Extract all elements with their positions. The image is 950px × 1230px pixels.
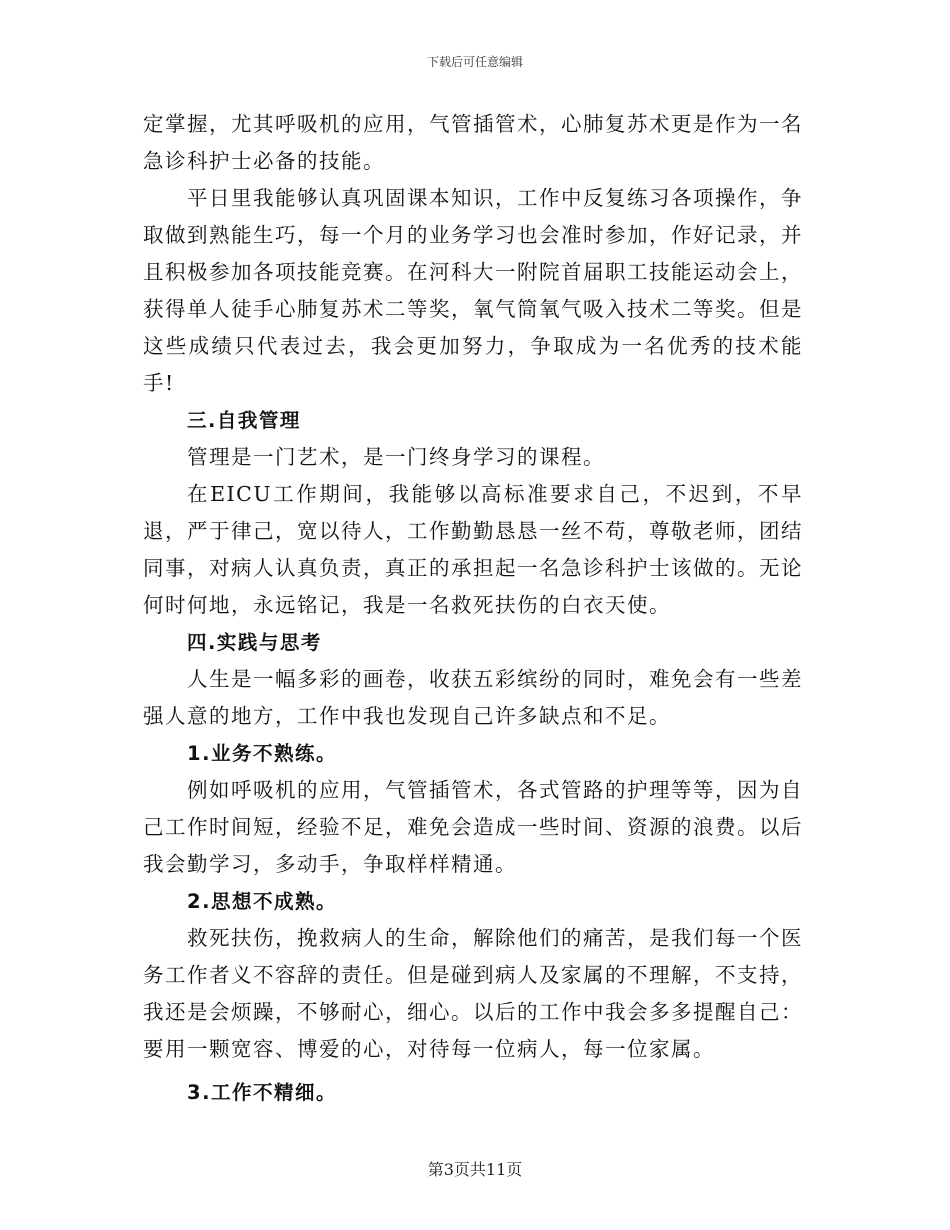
- paragraph-management-art: 管理是一门艺术，是一门终身学习的课程。: [187, 445, 605, 469]
- page-number: 第3页共11页: [427, 1160, 523, 1179]
- paragraph-eicu-work: 在EICU工作期间，我能够以高标准要求自己，不迟到，不早退，严于律己，宽以待人，工作勤勤恳恳一丝不苟，尊敬老师，团结同事，对病人认真负责，真正的承担起一名急诊科护士该做的。无论何时何地，永远铭记，我是一名救死扶伤的白衣天使。: [143, 482, 803, 617]
- subheading-not-meticulous: 3.工作不精细。: [187, 1081, 337, 1104]
- paragraph-immature: 救死扶伤，挽救病人的生命，解除他们的痛苦，是我们每一个医务工作者义不容辞的责任。但是碰到病人及家属的不理解，不支持，我还是会烦躁，不够耐心，细心。以后的工作中我会多多提醒自己：要用一颗宽容、博爱的心，对待每一位病人，每一位家属。: [143, 926, 803, 1061]
- header-note: 下载后可任意编辑: [426, 55, 523, 69]
- paragraph-unskilled: 例如呼吸机的应用，气管插管术，各式管路的护理等等，因为自己工作时间短，经验不足，难免会造成一些时间、资源的浪费。以后我会勤学习，多动手，争取样样精通。: [143, 778, 803, 876]
- subheading-immature: 2.思想不成熟。: [187, 890, 337, 913]
- paragraph-life-picture: 人生是一幅多彩的画卷，收获五彩缤纷的同时，难免会有一些差强人意的地方，工作中我也发现自己许多缺点和不足。: [143, 667, 803, 728]
- section-heading-practice-reflection: 四.实践与思考: [187, 631, 322, 654]
- subheading-unskilled: 1.业务不熟练。: [187, 742, 337, 765]
- paragraph-skills: 平日里我能够认真巩固课本知识，工作中反复练习各项操作，争取做到熟能生巧，每一个月的业务学习也会准时参加，作好记录，并且积极参加各项技能竞赛。在河科大一附院首届职工技能运动会上，获得单人徒手心肺复苏术二等奖，氧气筒氧气吸入技术二等奖。但是这些成绩只代表过去，我会更加努力，争取成为一名优秀的技术能手!: [143, 186, 803, 395]
- document-body: [143, 106, 803, 1111]
- paragraph-continuation: 定掌握，尤其呼吸机的应用，气管插管术，心肺复苏术更是作为一名急诊科护士必备的技能。: [143, 112, 803, 173]
- section-heading-self-management: 三.自我管理: [187, 409, 301, 432]
